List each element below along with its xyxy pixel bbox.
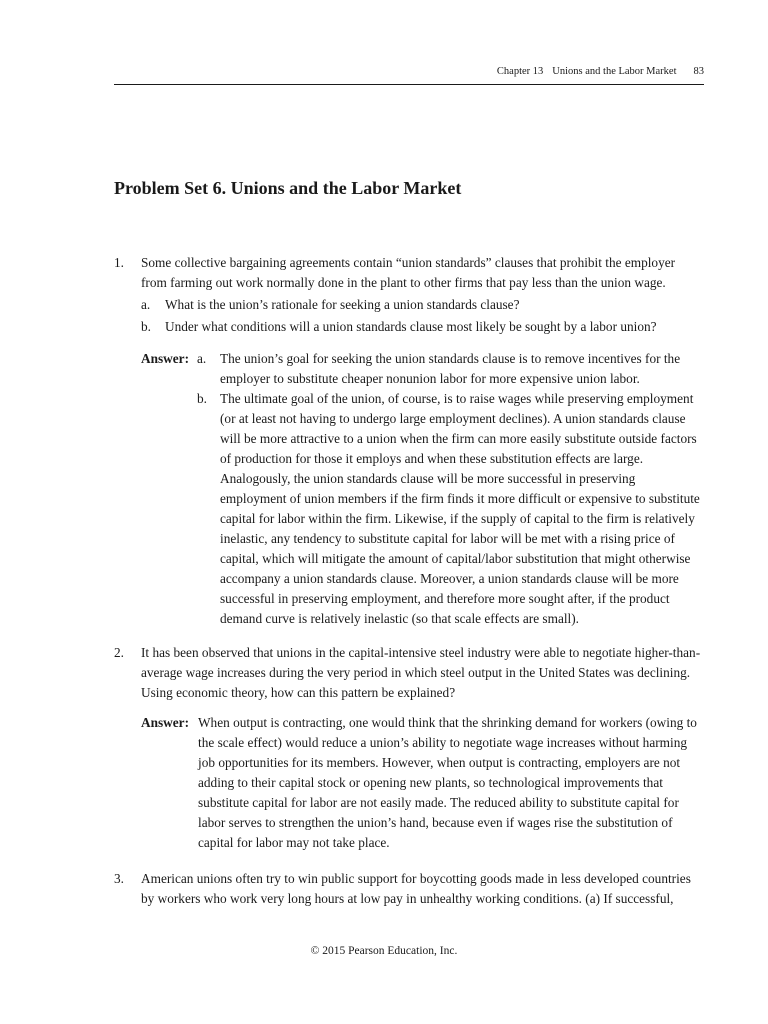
question-3 [114, 869, 704, 909]
part-text: Under what conditions will a union standards clause most likely be sought by a labor union? [165, 319, 657, 334]
answer-part-a [141, 349, 704, 389]
answer-label: Answer: [141, 715, 190, 730]
question-text: It has been observed that unions in the capital-intensive steel industry were able to negotiate higher-than-average wage increases during the very period in which steel output in the United States was declining. Using economic theory, how can this pattern be explained? [141, 645, 701, 700]
answer-label: Answer: [141, 351, 190, 366]
answer-1 [141, 349, 704, 629]
page-title: Problem Set 6. Unions and the Labor Market [114, 178, 462, 198]
question-2 [114, 643, 704, 703]
page-number: 83 [693, 66, 704, 77]
question-number: 1. [114, 255, 124, 270]
answer-2 [141, 713, 704, 853]
answer-part-text: The ultimate goal of the union, of course, is to raise wages while preserving employment (or at least not having to undergo large employment declines). A union standards clause will be more attractive to a union when the firm can more easily substitute outside factors of production for those it employs and when these substitution effects are large. Analogously, the union standards clause will be more successful in preserving employment of union members if the firm finds it more difficult or expensive to substitute capital for labor within the firm. Likewise, if the supply of capital to the firm is relatively inelastic, any tendency to substitute capital for labor will be met with a rising price of capital, which will mitigate the amount of capital/labor substitution that might otherwise accompany a union standards clause. Moreover, a union standards clause will be more successful in preserving employment, and therefore more sought after, if the product demand curve is relatively inelastic (so that scale effects are small). [220, 391, 700, 626]
answer-part-b [141, 389, 704, 629]
chapter-title: Unions and the Labor Market [552, 66, 677, 77]
question-1 [114, 253, 704, 337]
question-part-b [141, 317, 704, 337]
answer-part-text: The union’s goal for seeking the union standards clause is to remove incentives for the employer to substitute cheaper nonunion labor for more expensive union labor. [220, 351, 681, 386]
part-label: a. [141, 297, 151, 312]
question-number: 3. [114, 871, 124, 886]
question-part-a [141, 295, 704, 315]
answer-part-label: b. [197, 391, 207, 406]
chapter-number: Chapter 13 [496, 66, 544, 77]
question-text: Some collective bargaining agreements contain “union standards” clauses that prohibit the employer from farming out work normally done in the plant to other firms that pay less than the union wage. [141, 255, 676, 290]
answer-part-label: a. [197, 351, 207, 366]
answer-text: When output is contracting, one would think that the shrinking demand for workers (owing to the scale effect) would reduce a union’s ability to negotiate wage increases without harming job opportunities for its members. However, when output is contracting, employers are not adding to their capital stock or opening new plants, so technological improvements that substitute capital for labor are not easily made. The reduced ability to substitute capital for labor serves to strengthen the union’s hand, because even if wages rise the substitution of capital for labor may not take place. [198, 715, 697, 850]
question-number: 2. [114, 645, 124, 660]
header-rule [114, 84, 704, 85]
part-text: What is the union’s rationale for seeking a union standards clause? [165, 297, 520, 312]
copyright-footer: © 2015 Pearson Education, Inc. [310, 945, 458, 957]
question-text: American unions often try to win public support for boycotting goods made in less developed countries by workers who work very long hours at low pay in unhealthy working conditions. (a) If successful, [141, 871, 691, 906]
part-label: b. [141, 319, 151, 334]
running-header [497, 66, 704, 77]
